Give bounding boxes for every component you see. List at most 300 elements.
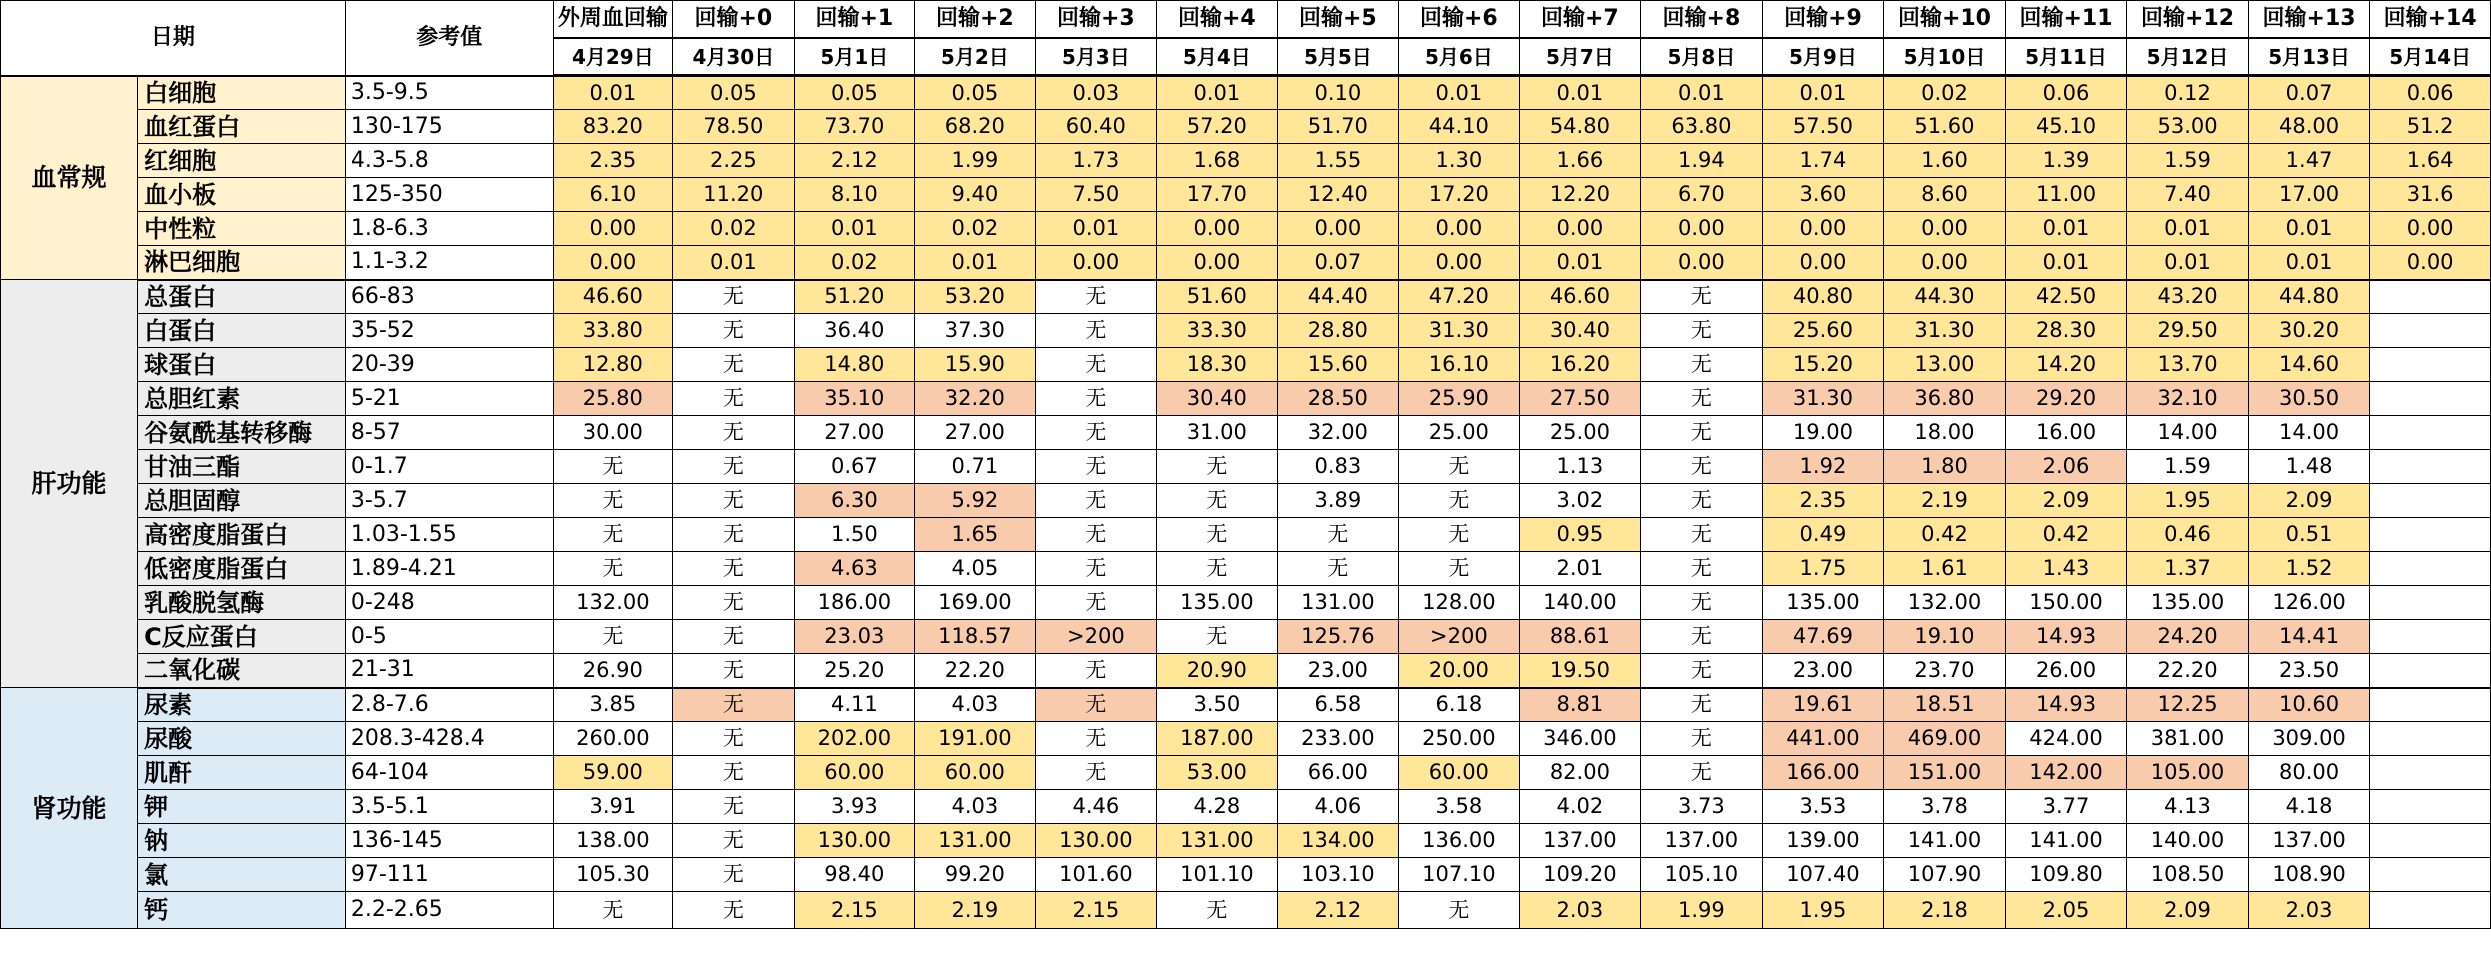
value-cell: 4.11 xyxy=(794,688,914,722)
value-cell: 无 xyxy=(673,688,795,722)
value-cell: 109.20 xyxy=(1519,858,1641,892)
value-cell: 1.30 xyxy=(1399,144,1519,178)
reference-range: 35-52 xyxy=(345,314,553,348)
value-cell: 135.00 xyxy=(1762,586,1884,620)
value-cell: 346.00 xyxy=(1519,722,1641,756)
value-cell: 166.00 xyxy=(1762,756,1884,790)
column-date: 5月13日 xyxy=(2248,38,2370,76)
value-cell: 135.00 xyxy=(2127,586,2249,620)
value-cell: 136.00 xyxy=(1399,824,1519,858)
column-date: 5月2日 xyxy=(915,38,1035,76)
value-cell: 26.00 xyxy=(2005,654,2127,688)
value-cell: 48.00 xyxy=(2248,110,2370,144)
value-cell: 0.01 xyxy=(2248,246,2370,280)
value-cell: 16.00 xyxy=(2005,416,2127,450)
value-cell: 无 xyxy=(1641,314,1763,348)
column-title: 回输+13 xyxy=(2248,1,2370,39)
value-cell xyxy=(2370,620,2491,654)
value-cell xyxy=(2370,654,2491,688)
table-row xyxy=(1,280,2491,314)
value-cell: 107.40 xyxy=(1762,858,1884,892)
group-label: 肾功能 xyxy=(1,688,138,929)
table-row xyxy=(1,858,2491,892)
value-cell: 14.60 xyxy=(2248,348,2370,382)
value-cell: 1.68 xyxy=(1157,144,1277,178)
value-cell: 2.19 xyxy=(915,892,1035,929)
value-cell xyxy=(2370,450,2491,484)
value-cell: 15.90 xyxy=(915,348,1035,382)
value-cell: 4.05 xyxy=(915,552,1035,586)
value-cell: 9.40 xyxy=(915,178,1035,212)
test-name: 肌酐 xyxy=(138,756,346,790)
reference-range: 64-104 xyxy=(345,756,553,790)
value-cell: 12.40 xyxy=(1277,178,1399,212)
value-cell: 131.00 xyxy=(1157,824,1277,858)
value-cell: 28.50 xyxy=(1277,382,1399,416)
table-row xyxy=(1,212,2491,246)
value-cell: 25.60 xyxy=(1762,314,1884,348)
value-cell: 无 xyxy=(673,790,795,824)
table-row xyxy=(1,824,2491,858)
value-cell: 32.10 xyxy=(2127,382,2249,416)
value-cell: 31.00 xyxy=(1157,416,1277,450)
value-cell: 108.50 xyxy=(2127,858,2249,892)
reference-range: 3-5.7 xyxy=(345,484,553,518)
value-cell: 80.00 xyxy=(2248,756,2370,790)
value-cell: 1.60 xyxy=(1884,144,2006,178)
reference-range: 208.3-428.4 xyxy=(345,722,553,756)
value-cell xyxy=(2370,824,2491,858)
value-cell: 126.00 xyxy=(2248,586,2370,620)
value-cell: 130.00 xyxy=(1035,824,1157,858)
value-cell: 3.50 xyxy=(1157,688,1277,722)
value-cell: 无 xyxy=(1035,756,1157,790)
value-cell: 1.80 xyxy=(1884,450,2006,484)
column-date: 4月29日 xyxy=(553,38,672,76)
value-cell: 23.03 xyxy=(794,620,914,654)
value-cell: 无 xyxy=(673,416,795,450)
value-cell: 0.10 xyxy=(1277,76,1399,110)
value-cell: 12.25 xyxy=(2127,688,2249,722)
value-cell: 无 xyxy=(673,858,795,892)
value-cell: 无 xyxy=(673,348,795,382)
value-cell: 469.00 xyxy=(1884,722,2006,756)
value-cell: 60.00 xyxy=(915,756,1035,790)
column-title: 回输+11 xyxy=(2005,1,2127,39)
value-cell: 43.20 xyxy=(2127,280,2249,314)
value-cell: 0.42 xyxy=(1884,518,2006,552)
value-cell: 0.05 xyxy=(673,76,795,110)
value-cell xyxy=(2370,722,2491,756)
value-cell: 0.00 xyxy=(1641,246,1763,280)
value-cell: 11.20 xyxy=(673,178,795,212)
value-cell: 19.10 xyxy=(1884,620,2006,654)
test-name: 球蛋白 xyxy=(138,348,346,382)
column-date: 5月14日 xyxy=(2370,38,2491,76)
value-cell: 105.30 xyxy=(553,858,672,892)
value-cell: 无 xyxy=(1641,382,1763,416)
value-cell: 18.00 xyxy=(1884,416,2006,450)
table-row xyxy=(1,552,2491,586)
table-row xyxy=(1,314,2491,348)
value-cell: 44.30 xyxy=(1884,280,2006,314)
test-name: 中性粒 xyxy=(138,212,346,246)
column-title: 回输+7 xyxy=(1519,1,1641,39)
value-cell: 14.93 xyxy=(2005,620,2127,654)
value-cell: 无 xyxy=(1277,518,1399,552)
value-cell: 88.61 xyxy=(1519,620,1641,654)
value-cell: 2.18 xyxy=(1884,892,2006,929)
value-cell: 35.10 xyxy=(794,382,914,416)
value-cell: 11.00 xyxy=(2005,178,2127,212)
value-cell xyxy=(2370,688,2491,722)
value-cell: 0.00 xyxy=(553,212,672,246)
value-cell: 134.00 xyxy=(1277,824,1399,858)
value-cell: 135.00 xyxy=(1157,586,1277,620)
value-cell: 1.52 xyxy=(2248,552,2370,586)
value-cell: 1.50 xyxy=(794,518,914,552)
value-cell: 23.70 xyxy=(1884,654,2006,688)
column-title: 回输+0 xyxy=(673,1,795,39)
value-cell: 无 xyxy=(1641,348,1763,382)
value-cell: 51.60 xyxy=(1157,280,1277,314)
test-name: 低密度脂蛋白 xyxy=(138,552,346,586)
value-cell: 0.01 xyxy=(1762,76,1884,110)
value-cell: 14.41 xyxy=(2248,620,2370,654)
value-cell: 无 xyxy=(1641,756,1763,790)
value-cell: 250.00 xyxy=(1399,722,1519,756)
value-cell: 5.92 xyxy=(915,484,1035,518)
value-cell: 0.00 xyxy=(1157,212,1277,246)
value-cell: 23.50 xyxy=(2248,654,2370,688)
value-cell: 60.00 xyxy=(1399,756,1519,790)
value-cell: 0.00 xyxy=(2370,212,2491,246)
value-cell: 51.2 xyxy=(2370,110,2491,144)
value-cell: 0.01 xyxy=(2127,212,2249,246)
value-cell: 2.09 xyxy=(2005,484,2127,518)
value-cell: 无 xyxy=(1157,450,1277,484)
value-cell: 0.01 xyxy=(1157,76,1277,110)
value-cell: 57.50 xyxy=(1762,110,1884,144)
value-cell: 1.59 xyxy=(2127,450,2249,484)
table-row xyxy=(1,654,2491,688)
value-cell: 101.60 xyxy=(1035,858,1157,892)
test-name: C反应蛋白 xyxy=(138,620,346,654)
value-cell: 19.00 xyxy=(1762,416,1884,450)
value-cell: 无 xyxy=(1157,518,1277,552)
value-cell: 23.00 xyxy=(1277,654,1399,688)
value-cell: 108.90 xyxy=(2248,858,2370,892)
value-cell: 424.00 xyxy=(2005,722,2127,756)
group-label: 肝功能 xyxy=(1,280,138,688)
column-title: 回输+8 xyxy=(1641,1,1763,39)
column-date: 5月4日 xyxy=(1157,38,1277,76)
value-cell: 42.50 xyxy=(2005,280,2127,314)
value-cell: 125.76 xyxy=(1277,620,1399,654)
value-cell: 17.20 xyxy=(1399,178,1519,212)
reference-range: 1.8-6.3 xyxy=(345,212,553,246)
value-cell: 0.01 xyxy=(553,76,672,110)
test-name: 钾 xyxy=(138,790,346,824)
value-cell: 无 xyxy=(673,586,795,620)
value-cell: 无 xyxy=(673,518,795,552)
value-cell: 0.83 xyxy=(1277,450,1399,484)
value-cell: 132.00 xyxy=(1884,586,2006,620)
value-cell: 31.30 xyxy=(1399,314,1519,348)
value-cell: 1.99 xyxy=(1641,892,1763,929)
table-row xyxy=(1,892,2491,929)
test-name: 尿酸 xyxy=(138,722,346,756)
test-name: 二氧化碳 xyxy=(138,654,346,688)
value-cell: 0.49 xyxy=(1762,518,1884,552)
reference-range: 4.3-5.8 xyxy=(345,144,553,178)
column-title: 回输+4 xyxy=(1157,1,1277,39)
value-cell: 1.73 xyxy=(1035,144,1157,178)
column-date: 5月9日 xyxy=(1762,38,1884,76)
value-cell: 51.70 xyxy=(1277,110,1399,144)
value-cell: 无 xyxy=(1157,892,1277,929)
value-cell: 1.99 xyxy=(915,144,1035,178)
value-cell: 68.20 xyxy=(915,110,1035,144)
table-row xyxy=(1,76,2491,110)
value-cell: 53.20 xyxy=(915,280,1035,314)
value-cell: 130.00 xyxy=(794,824,914,858)
value-cell: 2.15 xyxy=(794,892,914,929)
column-title: 回输+10 xyxy=(1884,1,2006,39)
value-cell: 无 xyxy=(673,824,795,858)
value-cell: 1.64 xyxy=(2370,144,2491,178)
value-cell xyxy=(2370,280,2491,314)
value-cell: 140.00 xyxy=(1519,586,1641,620)
value-cell: 4.13 xyxy=(2127,790,2249,824)
value-cell: 0.00 xyxy=(1519,212,1641,246)
test-name: 总蛋白 xyxy=(138,280,346,314)
value-cell: 0.00 xyxy=(1884,212,2006,246)
value-cell: 0.46 xyxy=(2127,518,2249,552)
value-cell: 44.10 xyxy=(1399,110,1519,144)
value-cell: 10.60 xyxy=(2248,688,2370,722)
value-cell: 33.80 xyxy=(553,314,672,348)
value-cell: 无 xyxy=(1035,450,1157,484)
value-cell: 无 xyxy=(673,722,795,756)
test-name: 红细胞 xyxy=(138,144,346,178)
value-cell: 78.50 xyxy=(673,110,795,144)
column-date: 5月11日 xyxy=(2005,38,2127,76)
value-cell: 无 xyxy=(553,484,672,518)
table-row xyxy=(1,620,2491,654)
table-row xyxy=(1,518,2491,552)
value-cell: 191.00 xyxy=(915,722,1035,756)
value-cell xyxy=(2370,348,2491,382)
value-cell: 309.00 xyxy=(2248,722,2370,756)
value-cell: 105.10 xyxy=(1641,858,1763,892)
value-cell: 0.02 xyxy=(673,212,795,246)
value-cell: 138.00 xyxy=(553,824,672,858)
value-cell: 0.01 xyxy=(1519,246,1641,280)
value-cell xyxy=(2370,518,2491,552)
value-cell: 16.10 xyxy=(1399,348,1519,382)
value-cell: 132.00 xyxy=(553,586,672,620)
value-cell: 4.03 xyxy=(915,688,1035,722)
column-date: 5月5日 xyxy=(1277,38,1399,76)
value-cell: 82.00 xyxy=(1519,756,1641,790)
value-cell: 31.6 xyxy=(2370,178,2491,212)
reference-range: 3.5-5.1 xyxy=(345,790,553,824)
value-cell: 98.40 xyxy=(794,858,914,892)
value-cell: 无 xyxy=(1641,586,1763,620)
value-cell: 0.06 xyxy=(2005,76,2127,110)
value-cell: 137.00 xyxy=(1519,824,1641,858)
value-cell: 25.80 xyxy=(553,382,672,416)
reference-range: 136-145 xyxy=(345,824,553,858)
table-body xyxy=(1,76,2491,929)
value-cell: 1.75 xyxy=(1762,552,1884,586)
value-cell: 3.53 xyxy=(1762,790,1884,824)
value-cell: 26.90 xyxy=(553,654,672,688)
value-cell: 83.20 xyxy=(553,110,672,144)
value-cell: 30.00 xyxy=(553,416,672,450)
value-cell: 260.00 xyxy=(553,722,672,756)
value-cell: 60.00 xyxy=(794,756,914,790)
value-cell: 103.10 xyxy=(1277,858,1399,892)
value-cell: 0.05 xyxy=(794,76,914,110)
value-cell xyxy=(2370,314,2491,348)
value-cell: 0.00 xyxy=(1762,246,1884,280)
value-cell: 107.90 xyxy=(1884,858,2006,892)
value-cell: 4.02 xyxy=(1519,790,1641,824)
value-cell: 无 xyxy=(553,620,672,654)
value-cell: 2.19 xyxy=(1884,484,2006,518)
value-cell: 2.12 xyxy=(794,144,914,178)
value-cell: 44.40 xyxy=(1277,280,1399,314)
value-cell: 0.00 xyxy=(1884,246,2006,280)
test-name: 尿素 xyxy=(138,688,346,722)
reference-range: 0-248 xyxy=(345,586,553,620)
value-cell: 2.03 xyxy=(1519,892,1641,929)
value-cell: 无 xyxy=(1035,586,1157,620)
value-cell xyxy=(2370,790,2491,824)
value-cell: 33.30 xyxy=(1157,314,1277,348)
value-cell: 无 xyxy=(673,654,795,688)
value-cell: 151.00 xyxy=(1884,756,2006,790)
value-cell: 31.30 xyxy=(1762,382,1884,416)
value-cell: 2.09 xyxy=(2127,892,2249,929)
value-cell: 2.35 xyxy=(1762,484,1884,518)
value-cell: 0.01 xyxy=(915,246,1035,280)
value-cell: 1.66 xyxy=(1519,144,1641,178)
value-cell: 14.00 xyxy=(2248,416,2370,450)
value-cell: 186.00 xyxy=(794,586,914,620)
value-cell: 8.81 xyxy=(1519,688,1641,722)
reference-range: 2.2-2.65 xyxy=(345,892,553,929)
value-cell: 32.00 xyxy=(1277,416,1399,450)
value-cell: 无 xyxy=(1641,654,1763,688)
value-cell: >200 xyxy=(1399,620,1519,654)
value-cell: 无 xyxy=(1035,688,1157,722)
value-cell: 无 xyxy=(1277,552,1399,586)
value-cell: 6.30 xyxy=(794,484,914,518)
value-cell: 187.00 xyxy=(1157,722,1277,756)
value-cell: 131.00 xyxy=(915,824,1035,858)
value-cell: 36.80 xyxy=(1884,382,2006,416)
value-cell: 0.07 xyxy=(1277,246,1399,280)
value-cell: 25.00 xyxy=(1519,416,1641,450)
value-cell: 无 xyxy=(1641,450,1763,484)
group-label: 血常规 xyxy=(1,76,138,280)
value-cell: 25.90 xyxy=(1399,382,1519,416)
value-cell: 51.20 xyxy=(794,280,914,314)
value-cell: 66.00 xyxy=(1277,756,1399,790)
reference-range: 0-5 xyxy=(345,620,553,654)
test-name: 甘油三酯 xyxy=(138,450,346,484)
value-cell: 3.78 xyxy=(1884,790,2006,824)
value-cell: 139.00 xyxy=(1762,824,1884,858)
value-cell: 2.35 xyxy=(553,144,672,178)
value-cell: 101.10 xyxy=(1157,858,1277,892)
value-cell: 无 xyxy=(1035,654,1157,688)
table-row xyxy=(1,178,2491,212)
value-cell: 128.00 xyxy=(1399,586,1519,620)
value-cell: 0.06 xyxy=(2370,76,2491,110)
value-cell: 无 xyxy=(673,280,795,314)
column-title: 回输+9 xyxy=(1762,1,1884,39)
value-cell: 3.93 xyxy=(794,790,914,824)
value-cell: 8.10 xyxy=(794,178,914,212)
value-cell: 0.00 xyxy=(1157,246,1277,280)
value-cell: 无 xyxy=(1641,416,1763,450)
value-cell: 1.47 xyxy=(2248,144,2370,178)
value-cell: 141.00 xyxy=(2005,824,2127,858)
table-row xyxy=(1,382,2491,416)
value-cell: 3.73 xyxy=(1641,790,1763,824)
value-cell xyxy=(2370,892,2491,929)
value-cell: 0.00 xyxy=(1762,212,1884,246)
column-title: 回输+1 xyxy=(794,1,914,39)
value-cell: 118.57 xyxy=(915,620,1035,654)
reference-range: 125-350 xyxy=(345,178,553,212)
value-cell: 2.03 xyxy=(2248,892,2370,929)
value-cell: 0.71 xyxy=(915,450,1035,484)
value-cell: 1.95 xyxy=(1762,892,1884,929)
value-cell: 1.61 xyxy=(1884,552,2006,586)
value-cell: 6.58 xyxy=(1277,688,1399,722)
value-cell: 0.05 xyxy=(915,76,1035,110)
test-name: 钠 xyxy=(138,824,346,858)
value-cell: 无 xyxy=(673,450,795,484)
value-cell: 60.40 xyxy=(1035,110,1157,144)
column-date: 5月3日 xyxy=(1035,38,1157,76)
value-cell: 无 xyxy=(673,314,795,348)
table-row xyxy=(1,110,2491,144)
value-cell: 28.30 xyxy=(2005,314,2127,348)
column-title: 回输+3 xyxy=(1035,1,1157,39)
value-cell: 20.00 xyxy=(1399,654,1519,688)
value-cell: 29.50 xyxy=(2127,314,2249,348)
value-cell: 25.20 xyxy=(794,654,914,688)
value-cell: 28.80 xyxy=(1277,314,1399,348)
value-cell: 45.10 xyxy=(2005,110,2127,144)
value-cell: 1.95 xyxy=(2127,484,2249,518)
value-cell: 8.60 xyxy=(1884,178,2006,212)
value-cell: 57.20 xyxy=(1157,110,1277,144)
value-cell: 131.00 xyxy=(1277,586,1399,620)
reference-range: 8-57 xyxy=(345,416,553,450)
table-row xyxy=(1,722,2491,756)
value-cell: 无 xyxy=(1035,484,1157,518)
value-cell: 59.00 xyxy=(553,756,672,790)
value-cell: 381.00 xyxy=(2127,722,2249,756)
value-cell: 无 xyxy=(673,620,795,654)
